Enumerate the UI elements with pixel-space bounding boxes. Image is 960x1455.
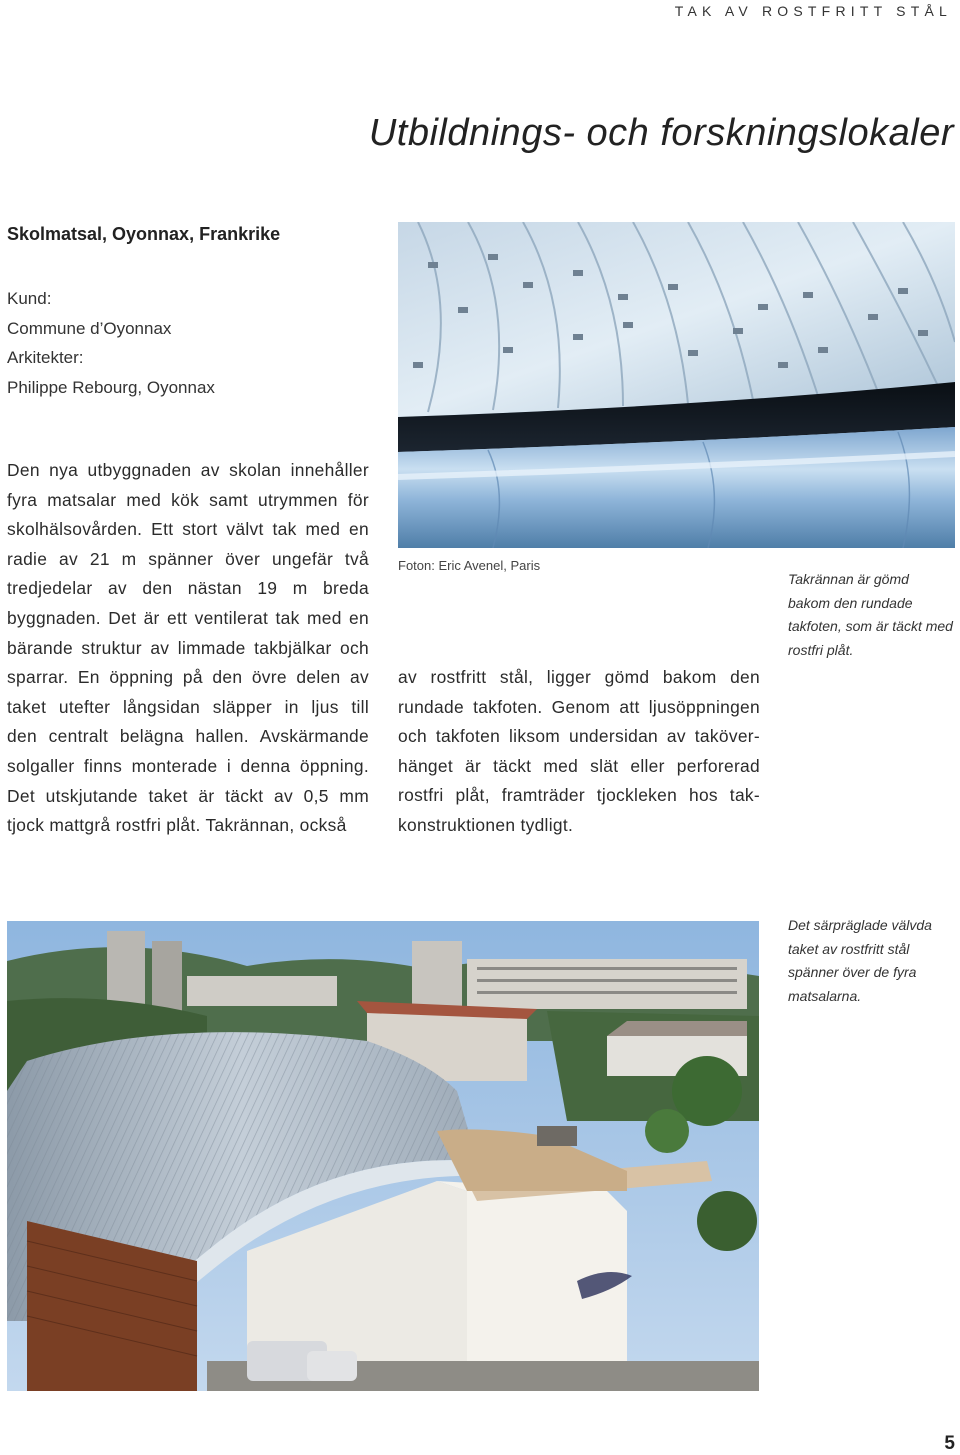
client-label: Kund: <box>7 289 52 308</box>
running-head: TAK AV ROSTFRITT STÅL <box>674 3 952 19</box>
stainless-steel-roof-photo <box>398 222 955 548</box>
body-text-column-1 <box>7 456 369 841</box>
body-line: skolhälsovården. Ett stort välvt tak med en <box>7 519 369 540</box>
page-number: 5 <box>944 1433 955 1454</box>
body-line: hänget är täckt med slät eller perforerad <box>398 755 760 776</box>
body-line: solgaller finns monterade i denna öppning. <box>7 755 369 776</box>
body-line: byggnaden. Det är ett ventilerat tak med en <box>7 607 369 628</box>
school-building-aerial-photo <box>7 921 759 1391</box>
body-line: konstruktionen tydligt. <box>398 814 574 835</box>
body-line: av rostfritt stål, ligger gömd bakom den <box>398 667 760 687</box>
body-line: rundade takfoten. Genom att ljusöppningen <box>398 696 760 717</box>
body-text-column-2 <box>398 663 760 841</box>
caption-roof-photo: Takrännan är gömd bakom den rundade takfoten, som är täckt med rostfri plåt. <box>788 571 953 658</box>
architect-label: Arkitekter: <box>7 348 84 367</box>
body-line: den centralt belägna hallen. Avskärmande <box>7 726 369 747</box>
caption-building-photo: Det särpräglade välvda taket av rostfritt stål spänner över de fyra matsalarna. <box>788 917 932 1004</box>
body-line: fyra matsalar med kök samt utrymmen för <box>7 489 369 510</box>
body-line: taket utefter långsidan släpper in ljus till <box>7 696 369 717</box>
body-line: tredjedelar av den nästan 19 m breda <box>7 578 369 599</box>
client-name: Commune d’Oyonnax <box>7 318 172 338</box>
page-title: Utbildnings- och forskningslokaler <box>368 112 954 154</box>
body-line: bärande struktur av limmade takbjälkar och <box>7 637 369 658</box>
photo-credit: Foton: Eric Avenel, Paris <box>398 558 541 573</box>
body-line: radie av 21 m spänner över ungefär två <box>7 548 369 569</box>
body-line: sparrar. En öppning på den övre delen av <box>7 667 369 688</box>
body-line: och takfoten liksom undersidan av taköver- <box>398 726 760 747</box>
body-line: rostfri plåt, framträder tjockleken hos tak- <box>398 785 760 806</box>
body-line: tjock mattgrå rostfri plåt. Takrännan, också <box>7 815 347 836</box>
body-line: Det utskjutande taket är täckt av 0,5 mm <box>7 785 369 806</box>
body-line: Den nya utbyggnaden av skolan innehåller <box>7 460 369 480</box>
architect-name: Philippe Rebourg, Oyonnax <box>7 377 215 397</box>
project-subtitle: Skolmatsal, Oyonnax, Frankrike <box>7 224 281 244</box>
project-credits <box>7 284 215 402</box>
